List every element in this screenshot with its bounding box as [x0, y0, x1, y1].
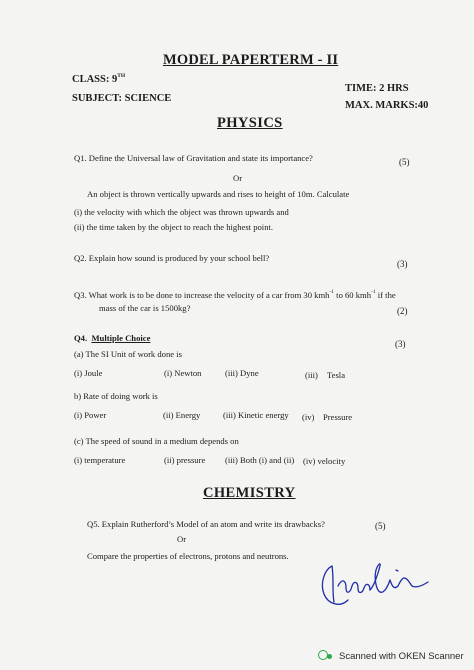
q4c-option-4: (iv) velocity [303, 456, 346, 466]
q4b-option-4-number: (iv) [302, 412, 315, 422]
q1-marks: (5) [399, 157, 410, 167]
scanner-footer [318, 650, 464, 662]
q4c-option-2: (ii) pressure [164, 455, 206, 465]
q5-text: Q5. Explain Rutherford’s Model of an atom and write its drawbacks? [87, 519, 325, 529]
q4a-option-1: (i) Joule [74, 368, 103, 378]
q4b-option-2: (ii) Energy [163, 410, 201, 420]
q3-text-line2: mass of the car is 1500kg? [99, 303, 191, 313]
q2-marks: (3) [397, 259, 408, 269]
class-text: CLASS: 9 [72, 74, 118, 85]
q3-text-part-c: if the [375, 290, 396, 300]
q3-text-part-a: Q3. What work is to be done to increase the velocity of a car from 30 kmh [74, 290, 330, 300]
q1-alt-question: An object is thrown vertically upwards and rises to height of 10m. Calculate [87, 189, 350, 199]
q4a-question: (a) The SI Unit of work done is [74, 349, 182, 359]
max-marks-label: MAX. MARKS:40 [345, 100, 429, 111]
chemistry-heading: CHEMISTRY [203, 485, 296, 501]
q5-marks: (5) [375, 521, 386, 531]
q4-title: Multiple Choice [91, 333, 151, 343]
q3-unit-superscript-1: -1 [329, 289, 335, 295]
class-superscript: TH [117, 73, 126, 79]
q4b-option-4-text: Pressure [323, 412, 353, 422]
q1-or: Or [233, 173, 243, 183]
q3-marks: (2) [397, 306, 408, 316]
q4a-option-4-number: (iii) [305, 370, 318, 380]
q3-unit-superscript-2: -1 [371, 289, 376, 295]
paper-title: MODEL PAPERTERM - II [163, 52, 339, 68]
q4-number: Q4. [74, 333, 88, 343]
q1-part-ii: (ii) the time taken by the object to reach the highest point. [74, 222, 274, 232]
signature [318, 556, 436, 616]
q5-alt-question: Compare the properties of electrons, protons and neutrons. [87, 551, 289, 561]
q3-text-part-b: to 60 kmh [334, 290, 372, 300]
q4c-option-1: (i) temperature [74, 455, 126, 465]
q4b-option-3: (iii) Kinetic energy [223, 410, 289, 420]
q4a-option-4-text: Tesla [327, 370, 346, 380]
q1-part-i: (i) the velocity with which the object was thrown upwards and [74, 207, 289, 217]
q1-text: Q1. Define the Universal law of Gravitation and state its importance? [74, 153, 313, 163]
q5-or: Or [177, 534, 187, 544]
scanner-text: Scanned with OKEN Scanner [339, 650, 464, 662]
time-label: TIME: 2 HRS [345, 83, 409, 94]
q4-marks: (3) [395, 339, 406, 349]
q4a-option-3: (iii) Dyne [225, 368, 259, 378]
q4c-question: (c) The speed of sound in a medium depends on [74, 436, 239, 446]
q4b-question: b) Rate of doing work is [74, 391, 158, 401]
q4-heading [74, 333, 150, 343]
signature-strokes [322, 564, 428, 604]
q4b-option-1: (i) Power [74, 410, 107, 420]
q2-text: Q2. Explain how sound is produced by your school bell? [74, 253, 270, 263]
class-label [72, 74, 125, 85]
oken-logo-icon [318, 650, 334, 662]
q3-text-line1 [74, 290, 396, 300]
q4c-option-3: (iii) Both (i) and (ii) [225, 455, 295, 465]
physics-heading: PHYSICS [217, 115, 283, 131]
q4a-option-2: (i) Newton [164, 368, 202, 378]
subject-label: SUBJECT: SCIENCE [72, 93, 172, 104]
